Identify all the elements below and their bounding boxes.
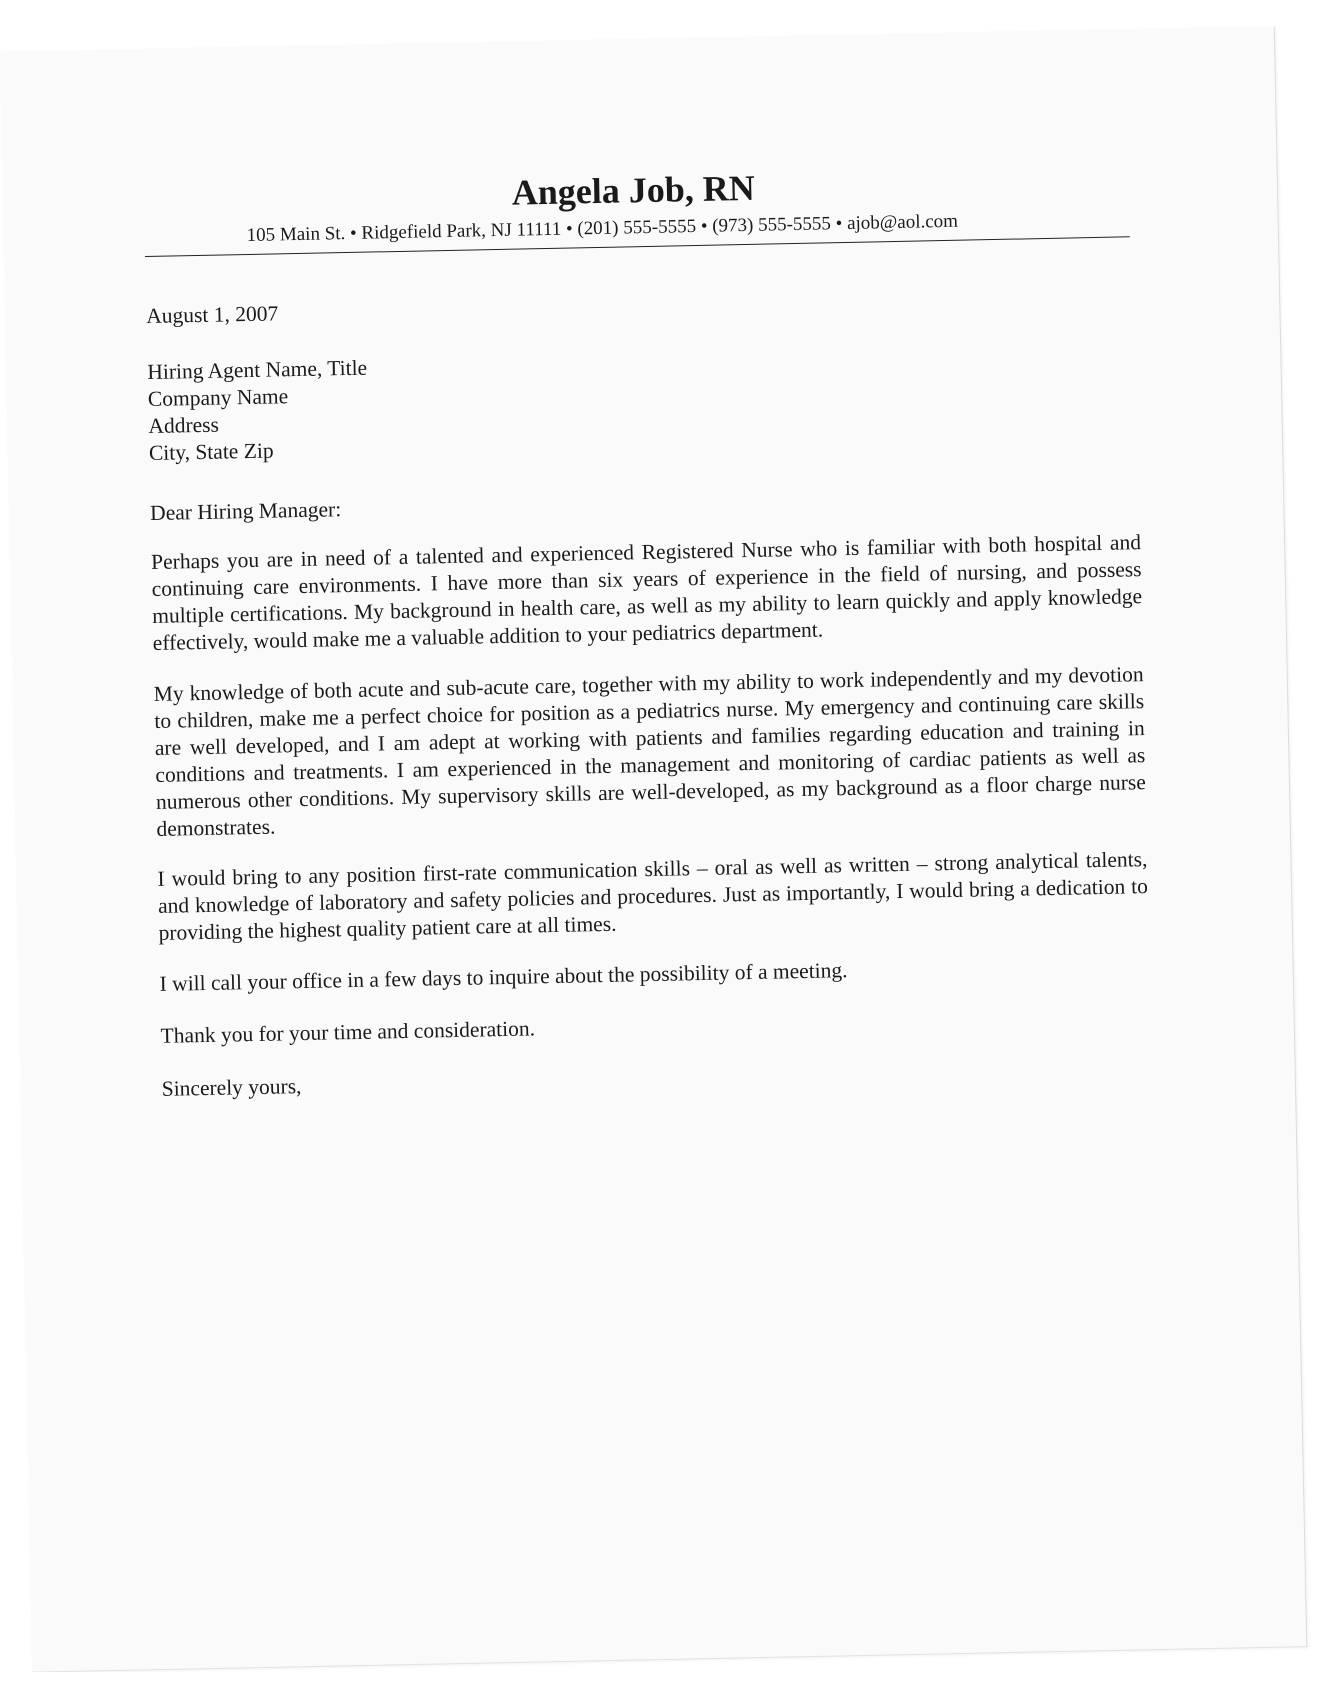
letter-date: August 1, 2007 (145, 301, 279, 329)
letterhead-name: Angela Job, RN (511, 167, 756, 213)
body-paragraph: I would bring to any position first-rate communication skills – oral as well as written – strong analytical talents, and knowledge of laboratory and safety policies and procedures. Just as importantly, I would bring a dedication to providing the highest quality patient care at all times. (157, 847, 1149, 945)
body-paragraph: I will call your office in a few days to inquire about the possibility of a meeting. (159, 958, 848, 996)
letterhead-contact: 105 Main St. • Ridgefield Park, NJ 11111 • (201) 555-5555 • (973) 555-5555 • ajob@aol.com (246, 210, 959, 247)
recipient-line: Company Name (147, 384, 289, 412)
recipient-line: City, State Zip (148, 438, 274, 466)
body-paragraph: Thank you for your time and consideration. (160, 1016, 536, 1048)
recipient-line: Hiring Agent Name, Title (147, 355, 368, 385)
body-paragraph: Perhaps you are in need of a talented and experienced Registered Nurse who is familiar with both hospital and continuing care environments. I have more than six years of experience in the field of nursing, and possess multiple certifications. My background in health care, as well as my ability to learn quickly and apply knowledge effectively, would make me a valuable addition to your pediatrics department. (150, 530, 1143, 655)
recipient-address (147, 355, 369, 467)
salutation: Dear Hiring Manager: (149, 497, 342, 526)
recipient-line: Address (148, 412, 220, 439)
page-bottom-margin (0, 1672, 1331, 1693)
closing: Sincerely yours, (161, 1074, 302, 1101)
body-paragraph: My knowledge of both acute and sub-acute care, together with my ability to work independently and my devotion to children, make me a perfect choice for position as a pediatrics nurse. My emergency and continuing care skills are well developed, and I am adept at working with patients and families regarding education and training in conditions and treatments. I am experienced in the management and monitoring of cardiac patients as well as numerous other conditions. My supervisory skills are well-developed, as my background as a floor charge nurse demonstrates. (153, 662, 1147, 841)
